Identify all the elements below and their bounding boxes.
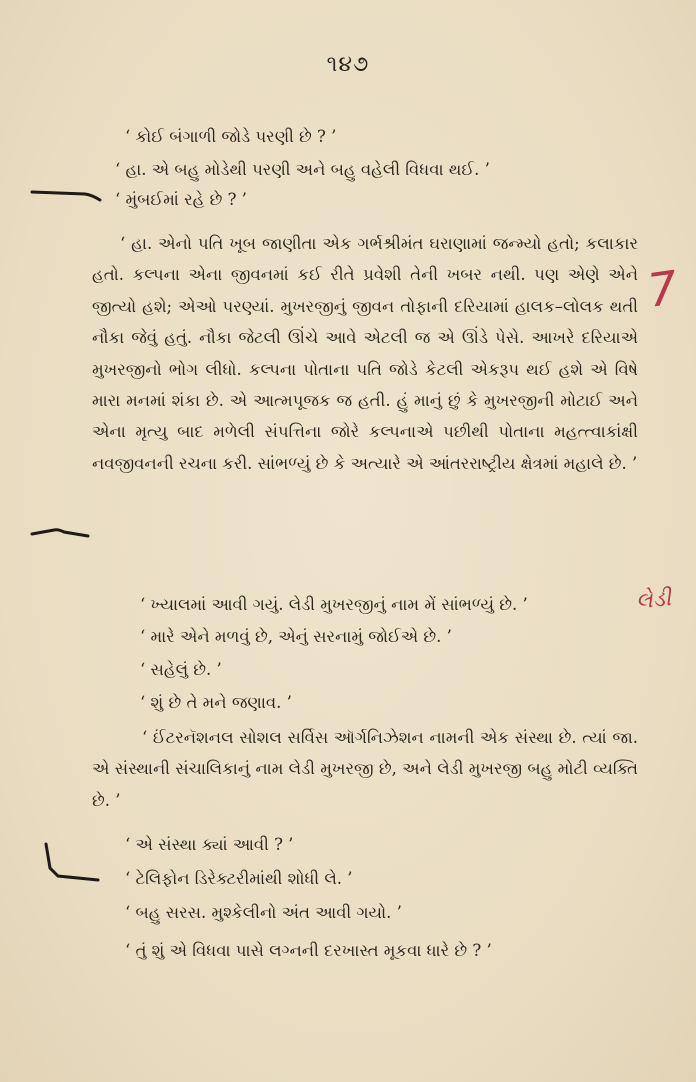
dialogue-line-4: ‘ ખ્યાલમાં આવી ગયું. લેડી મુખરજીનું નામ મેં સાંભળ્યું છે. ’ — [140, 595, 528, 614]
dialogue-line-3: ‘ મુંબઈમાં રહે છે ? ’ — [115, 190, 247, 209]
margin-word-mark: લેડી — [634, 586, 673, 615]
pen-arrow-mark-top — [30, 180, 110, 210]
paragraph-1: ‘ હા. એનો પતિ ખૂબ જાણીતા એક ગર્ભશ્રીમંત ઘરાણામાં જન્મ્યો હતો; કલાકાર હતો. કલ્પના એના જીવનમાં કઈ રીતે પ્રવેશી તેની ખબર નથી. પણ એણે એને જીત્યો હશે; એઓ પરણ્યાં. મુખરજીનું જીવન તોફાની દરિયામાં હાલક–લોલક થતી નૌકા જેવું હતું. નૌકા જેટલી ઊંચે આવે એટલી જ એ ઊંડે પેસે. આખરે દરિયાએ મુખરજીનો ભોગ લીધો. કલ્પના પોતાના પતિ જોડે કેટલી એકરૂપ થઈ હશે એ વિષે મારા મનમાં શંકા છે. એ આત્મપૂજક જ હતી. હું માનું છું કે મુખરજીની મોટાઈ અને એના મૃત્યુ બાદ મળેલી સંપત્તિના જોરે કલ્પનાએ પછીથી પોતાના મહત્ત્વાકાંક્ષી નવજીવનની રચના કરી. સાંભળ્યું છે કે અત્યારે એ આંતરરાષ્ટ્રીય ક્ષેત્રમાં મહાલે છે. ’ — [92, 234, 638, 473]
dialogue-line-11: ‘ તું શું એ વિધવા પાસે લગ્નની દરખાસ્ત મૂકવા ધારે છે ? ’ — [125, 941, 492, 960]
dialogue-line-1: ‘ કોઈ બંગાળી જોડે પરણી છે ? ’ — [125, 127, 337, 146]
paragraph-2: ‘ ઈંટરનૅશનલ સોશલ સર્વિસ ઑર્ગનિઝેશન નામની એક સંસ્થા છે. ત્યાં જા. એ સંસ્થાની સંચાલિકાનું નામ લેડી મુખરજી છે, અને લેડી મુખરજી બહુ મોટી વ્યક્તિ છે. ’ — [92, 728, 638, 810]
dialogue-line-8: ‘ એ સંસ્થા ક્યાં આવી ? ’ — [125, 835, 294, 854]
margin-number-mark: 7 — [644, 260, 681, 318]
dialogue-line-7: ‘ શું છે તે મને જણાવ. ’ — [140, 693, 292, 712]
pen-arrow-mark-middle — [28, 520, 98, 550]
dialogue-line-6: ‘ સહેલું છે. ’ — [140, 660, 222, 679]
pen-arrow-mark-bottom — [36, 840, 116, 890]
page-number: ૧૪૭ — [326, 52, 370, 77]
dialogue-line-2: ‘ હા. એ બહુ મોડેથી પરણી અને બહુ વહેલી વિધવા થઈ. ’ — [115, 160, 490, 179]
dialogue-line-5: ‘ મારે એને મળવું છે, એનું સરનામું જોઈએ છે. ’ — [140, 627, 452, 646]
dialogue-line-10: ‘ બહુ સરસ. મુશ્કેલીનો અંત આવી ગયો. ’ — [125, 903, 402, 922]
dialogue-line-9: ‘ ટેલિફોન ડિરેક્ટરીમાંથી શોધી લે. ’ — [125, 869, 353, 888]
